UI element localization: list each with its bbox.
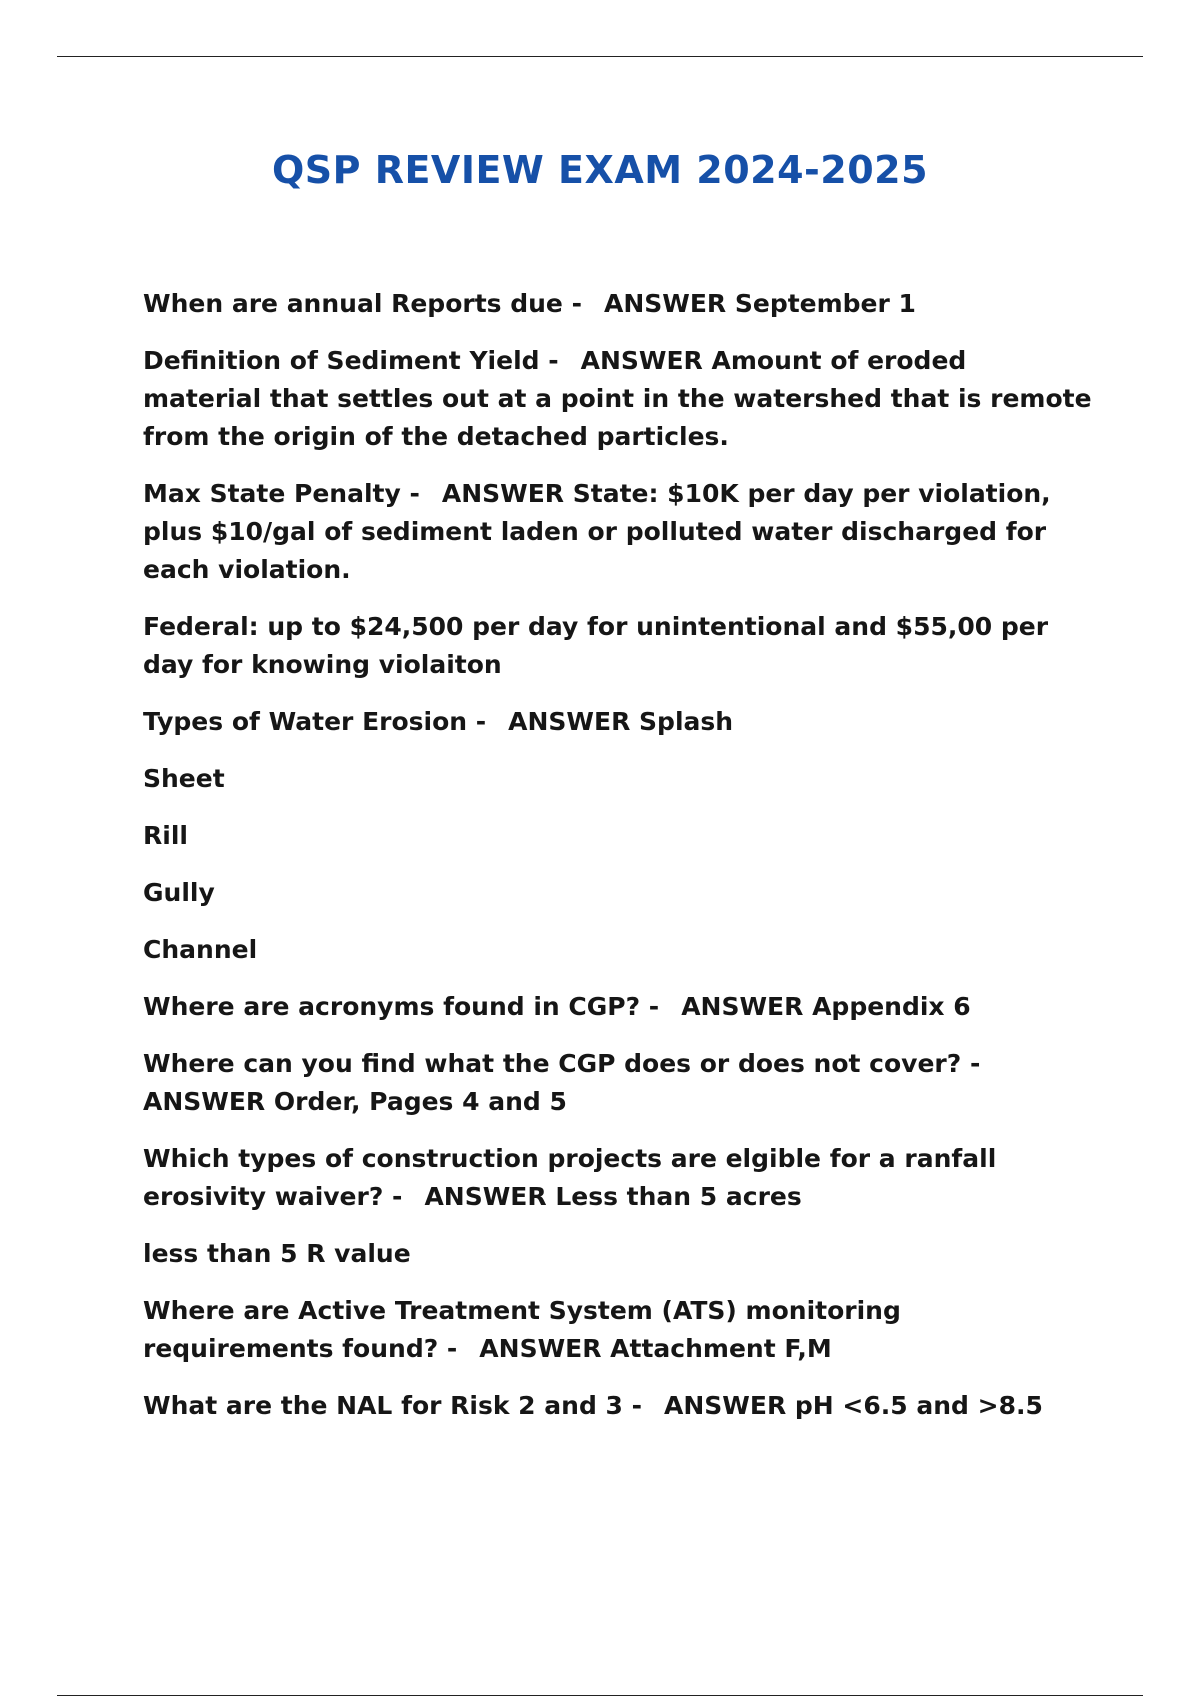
qa-item xyxy=(143,475,1093,589)
answer-continuation xyxy=(143,760,1093,798)
answer-text: Channel xyxy=(143,935,258,964)
question-text: Definition of Sediment Yield - xyxy=(143,346,559,375)
document-title: QSP REVIEW EXAM 2024-2025 xyxy=(271,148,929,192)
answer-text: ANSWER State: $10K per day per violation, plus $10/gal of sediment laden or polluted water discharged for each violation. xyxy=(143,479,1051,584)
question-text: Where can you find what the CGP does or does not cover? - xyxy=(143,1049,981,1078)
question-text: When are annual Reports due - xyxy=(143,289,582,318)
answer-text: ANSWER Order, Pages 4 and 5 xyxy=(143,1087,567,1116)
answer-text: Federal: up to $24,500 per day for unintentional and $55,00 per day for knowing violaiton xyxy=(143,612,1049,679)
answer-text: Gully xyxy=(143,878,215,907)
answer-continuation xyxy=(143,874,1093,912)
qa-item xyxy=(143,1387,1093,1425)
answer-text: ANSWER Amount of eroded material that settles out at a point in the watershed that is remote from the origin of the detached particles. xyxy=(143,346,1092,451)
answer-continuation xyxy=(143,931,1093,969)
answer-text: ANSWER Less than 5 acres xyxy=(424,1182,802,1211)
qa-item xyxy=(143,988,1093,1026)
answer-text: ANSWER pH <6.5 and >8.5 xyxy=(664,1391,1043,1420)
qa-item xyxy=(143,342,1093,456)
answer-continuation xyxy=(143,817,1093,855)
answer-text: ANSWER Attachment F,M xyxy=(479,1334,832,1363)
answer-text: Sheet xyxy=(143,764,225,793)
question-text: What are the NAL for Risk 2 and 3 - xyxy=(143,1391,643,1420)
question-text: Types of Water Erosion - xyxy=(143,707,487,736)
qa-item xyxy=(143,1292,1093,1368)
answer-text: ANSWER September 1 xyxy=(603,289,916,318)
answer-text: Rill xyxy=(143,821,188,850)
bottom-rule xyxy=(57,1695,1143,1696)
question-text: Which types of construction projects are elgible for a ranfall erosivity waiver? - xyxy=(143,1144,997,1211)
question-text: Where are Active Treatment System (ATS) monitoring requirements found? - xyxy=(143,1296,901,1363)
answer-continuation xyxy=(143,608,1093,684)
top-rule xyxy=(57,56,1143,57)
answer-continuation xyxy=(143,1235,1093,1273)
qa-item xyxy=(143,1140,1093,1216)
answer-text: less than 5 R value xyxy=(143,1239,411,1268)
qa-item xyxy=(143,285,1093,323)
answer-text: ANSWER Appendix 6 xyxy=(681,992,971,1021)
answer-text: ANSWER Splash xyxy=(508,707,734,736)
question-text: Where are acronyms found in CGP? - xyxy=(143,992,660,1021)
qa-list xyxy=(143,285,1093,1444)
question-text: Max State Penalty - xyxy=(143,479,420,508)
qa-item xyxy=(143,703,1093,741)
qa-item xyxy=(143,1045,1093,1121)
